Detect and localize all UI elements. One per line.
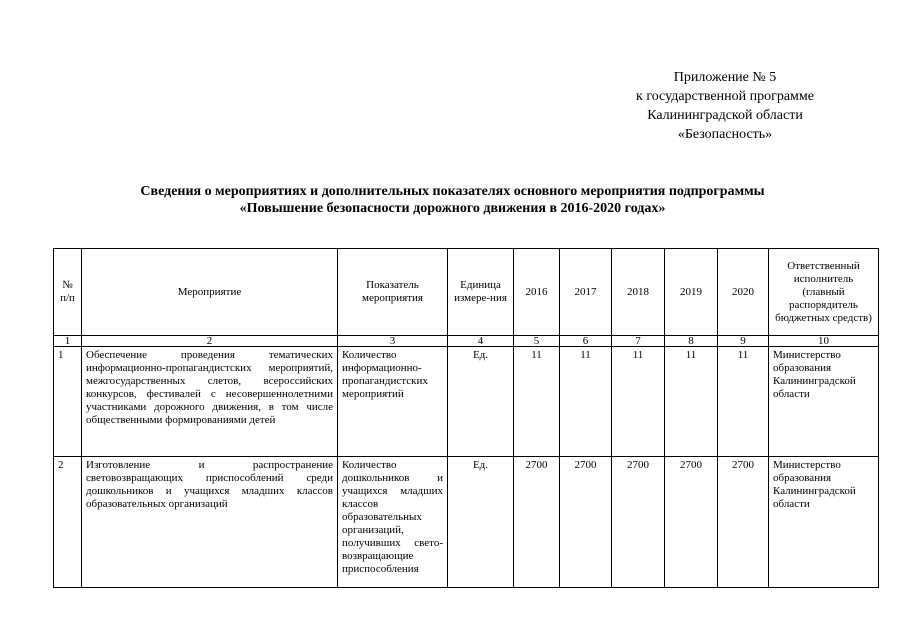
- column-number: 5: [514, 336, 560, 347]
- row-activity: Изготовление и распространение световозвращающих приспособлений среди дошкольников и учащихся младших классов образовательных организаций: [82, 457, 338, 588]
- column-number: 3: [338, 336, 448, 347]
- header-num: № п/п: [54, 249, 82, 336]
- row-num: 1: [54, 347, 82, 457]
- row-indicator: Количество дошкольников и учащихся младших классов образовательных организаций, получивших свето-возвращающие приспособления: [338, 457, 448, 588]
- header-2019: 2019: [665, 249, 718, 336]
- row-indicator: Количество информационно-пропагандистских мероприятий: [338, 347, 448, 457]
- header-2020: 2020: [718, 249, 769, 336]
- row-value-2016: 2700: [514, 457, 560, 588]
- column-number: 10: [769, 336, 879, 347]
- activities-table: [53, 248, 879, 588]
- row-value-2020: 11: [718, 347, 769, 457]
- header-activity: Мероприятие: [82, 249, 338, 336]
- row-responsible: Министерство образования Калининградской области: [769, 457, 879, 588]
- row-value-2018: 2700: [612, 457, 665, 588]
- header-responsible: Ответственный исполнитель (главный распорядитель бюджетных средств): [769, 249, 879, 336]
- table-row: [54, 457, 879, 588]
- row-value-2019: 2700: [665, 457, 718, 588]
- appendix-line-3: Калининградской области: [647, 108, 803, 123]
- row-value-2018: 11: [612, 347, 665, 457]
- header-2017: 2017: [560, 249, 612, 336]
- row-value-2016: 11: [514, 347, 560, 457]
- row-num: 2: [54, 457, 82, 588]
- column-number: 4: [448, 336, 514, 347]
- title-line-2: «Повышение безопасности дорожного движения в 2016-2020 годах»: [239, 201, 666, 216]
- header-unit: Единица измере-ния: [448, 249, 514, 336]
- column-number: 2: [82, 336, 338, 347]
- column-number-row: [54, 336, 879, 347]
- row-value-2017: 2700: [560, 457, 612, 588]
- row-responsible: Министерство образования Калининградской области: [769, 347, 879, 457]
- row-activity: Обеспечение проведения тематических информационно-пропагандистских мероприятий, межгосударственных слетов, всероссийских конкурсов, фестивалей с несовершеннолетними участниками дорожного движения, в том числе общественными формированиями детей: [82, 347, 338, 457]
- appendix-block: [600, 68, 850, 144]
- row-value-2017: 11: [560, 347, 612, 457]
- header-2016: 2016: [514, 249, 560, 336]
- appendix-line-2: к государственной программе: [636, 89, 814, 104]
- appendix-line-1: Приложение № 5: [673, 70, 777, 85]
- header-row: [54, 249, 879, 336]
- row-unit: Ед.: [448, 457, 514, 588]
- column-number: 7: [612, 336, 665, 347]
- table-row: [54, 347, 879, 457]
- header-2018: 2018: [612, 249, 665, 336]
- appendix-line-4: «Безопасность»: [677, 127, 773, 142]
- row-unit: Ед.: [448, 347, 514, 457]
- document-title: [40, 183, 865, 217]
- column-number: 8: [665, 336, 718, 347]
- title-line-1: Сведения о мероприятиях и дополнительных показателях основного мероприятия подпрограммы: [140, 184, 765, 199]
- row-value-2020: 2700: [718, 457, 769, 588]
- column-number: 6: [560, 336, 612, 347]
- column-number: 1: [54, 336, 82, 347]
- row-value-2019: 11: [665, 347, 718, 457]
- header-indicator: Показатель мероприятия: [338, 249, 448, 336]
- column-number: 9: [718, 336, 769, 347]
